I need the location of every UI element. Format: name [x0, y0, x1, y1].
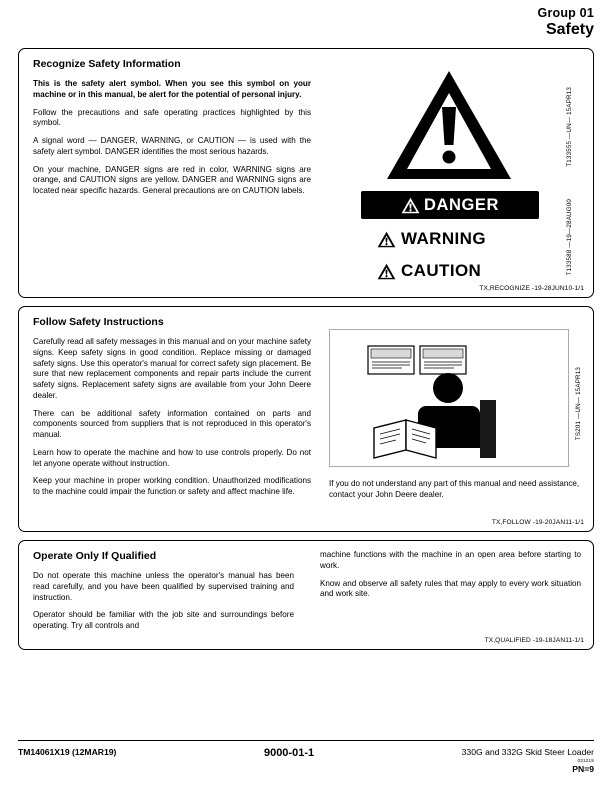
paragraph: machine functions with the machine in an open area before starting to work.	[320, 550, 581, 570]
alert-triangle-icon	[377, 263, 396, 280]
section-recognize-safety-information	[18, 48, 594, 298]
paragraph: A signal word — DANGER, WARNING, or CAUTION — is used with the safety alert symbol. DANGER identifies the most serious hazards.	[33, 136, 311, 156]
warning-label: WARNING	[401, 229, 486, 248]
figure-code: TS201 —UN— 15APR13	[575, 367, 582, 441]
paragraph: Know and observe all safety rules that may apply to every work situation and work site.	[320, 578, 581, 599]
paragraph: Do not operate this machine unless the operator's manual has been read carefully, and you have been qualified by supervised training and instruction.	[33, 571, 294, 602]
caution-sign	[377, 259, 541, 283]
safety-signs-figure	[335, 67, 571, 281]
illustration	[329, 329, 569, 467]
footer-manual-id: TM14061X19 (12MAR19)	[18, 747, 117, 757]
page-footer	[18, 740, 594, 776]
reading-manual-figure	[329, 329, 591, 501]
figure-code: T133588 —19—28AUG00	[566, 199, 573, 276]
footer-model-line: 330G and 332G Skid Steer Loader	[461, 747, 594, 757]
danger-label: DANGER	[423, 195, 500, 214]
alert-triangle-icon	[401, 197, 420, 214]
paragraph: This is the safety alert symbol. When you see this symbol on your machine or in this manual, be alert for the potential of personal injury.	[33, 79, 311, 99]
section-heading: Operate Only If Qualified	[33, 550, 157, 562]
paragraph: There can be additional safety information contained on parts and components sourced from suppliers that is not reproduced in this operator's manual.	[33, 408, 311, 439]
page-header	[538, 6, 594, 39]
footer-machine-model	[462, 747, 594, 775]
group-label: Group 01	[537, 6, 594, 20]
section-reference: TX,QUALIFIED -19-18JAN11-1/1	[484, 637, 584, 644]
paragraph: Operator should be familiar with the job site and surroundings before operating. Try all controls and	[33, 610, 294, 630]
paragraph: Keep your machine in proper working condition. Unauthorized modifications to the machine could impair the function or safety and affect machine life.	[33, 476, 311, 496]
section-heading: Recognize Safety Information	[33, 58, 181, 70]
paragraph: Learn how to operate the machine and how to use controls properly. Do not let anyone operate without instruction.	[33, 447, 311, 468]
section-follow-safety-instructions	[18, 306, 594, 532]
safety-alert-symbol-icon	[383, 67, 515, 183]
section-operate-only-if-qualified	[18, 540, 594, 650]
paragraph: Carefully read all safety messages in this manual and on your machine safety signs. Keep safety signs in good condition. Replace missing or damaged safety signs. Use this operator's manual for correct safety sign placement. Be sure that new replacement components and repair parts include the current safety signs. Replacement safety signs are available from your John Deere dealer.	[33, 337, 311, 400]
footer-date-code: 031219	[577, 758, 594, 764]
alert-triangle-icon	[377, 231, 396, 248]
footer-pn: PN=9	[572, 764, 594, 775]
section-reference: TX,FOLLOW -19-20JAN11-1/1	[491, 519, 584, 526]
figure-note: If you do not understand any part of this manual and need assistance, contact your John Deere dealer.	[329, 479, 580, 499]
caution-label: CAUTION	[401, 261, 482, 280]
section-heading: Follow Safety Instructions	[33, 316, 164, 328]
warning-sign	[377, 227, 541, 251]
paragraph: Follow the precautions and safe operating practices highlighted by this symbol.	[33, 107, 311, 128]
section-title: Safety	[545, 21, 594, 38]
figure-code: T133555 —UN— 15APR13	[566, 87, 573, 167]
danger-sign	[361, 191, 539, 219]
section-reference: TX,RECOGNIZE -19-28JUN10-1/1	[479, 285, 584, 292]
paragraph: On your machine, DANGER signs are red in color, WARNING signs are orange, and CAUTION signs are yellow. DANGER and WARNING signs are located near specific hazards. General precautions are on CAUTION labels.	[33, 164, 311, 195]
footer-divider	[18, 740, 594, 741]
footer-page-number: 9000-01-1	[263, 747, 315, 759]
